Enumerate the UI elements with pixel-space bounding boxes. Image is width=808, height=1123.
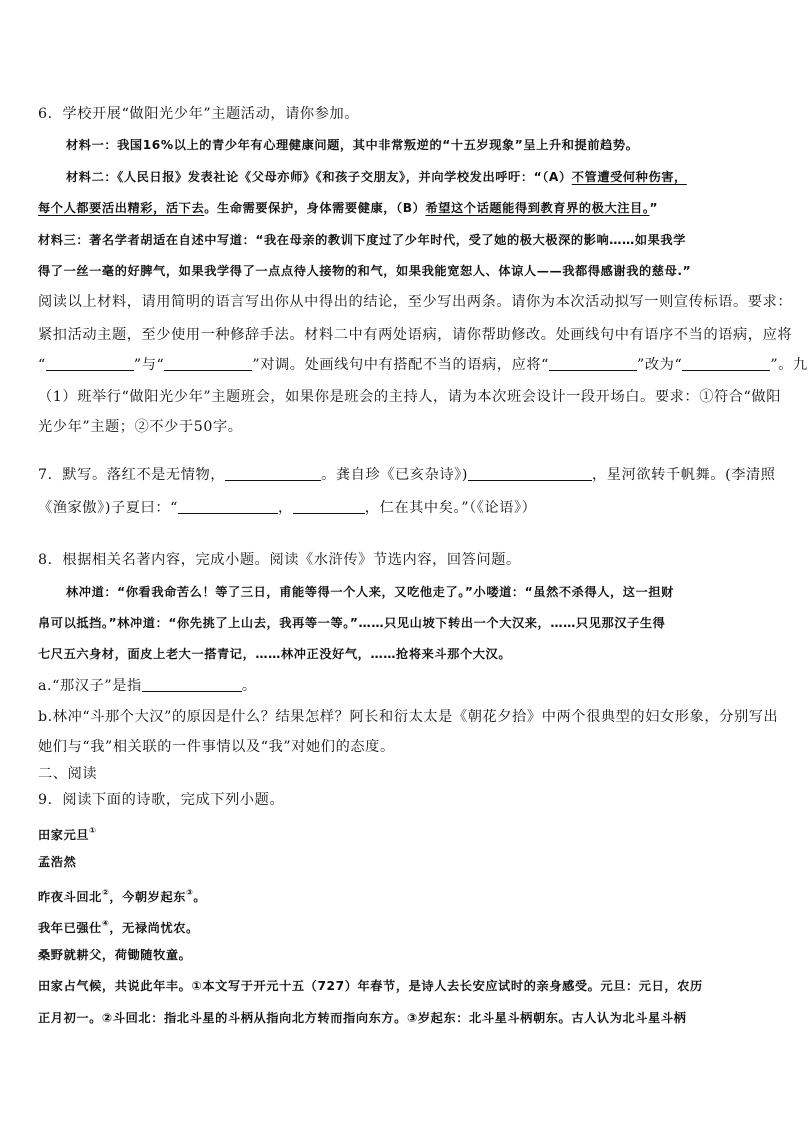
q6-material-3-line-2: 得了一丝一毫的好脾气，如果我学得了一点点待人接物的和气，如果我能宽恕人、体谅人——我都得感谢我的慈母.” — [38, 264, 692, 278]
q6-material-2-line-2 — [38, 198, 760, 218]
q8-passage-line-3: 七尺五六身材，面皮上老大一搭青记，……林冲正没好气，……抢将来斗那个大汉。 — [38, 647, 512, 661]
q7-text-c: ，星河欲转千帆舞。(李清照 — [592, 467, 776, 483]
poem-note-2: ② — [101, 888, 110, 897]
poem-title-note: ① — [89, 826, 97, 835]
poem-title-text: 田家元旦 — [38, 828, 90, 842]
q7-line-2 — [38, 498, 760, 518]
q6-material-1: 材料一：我国16%以上的青少年有心理健康问题，其中非常叛逆的“十五岁现象”呈上升和提前趋势。 — [66, 138, 639, 152]
q8-sub-a-text: a.“那汉子”是指 — [38, 678, 142, 694]
q6-text-change: ”改为“ — [637, 357, 683, 373]
poem-notes-line-2: 正月初一。②斗回北：指北斗星的斗柄从指向北方转而指向东方。③岁起东：北斗星斗柄朝东。古人认为北斗星斗柄 — [38, 1011, 687, 1025]
poem-line-2-a: 我年已强仕 — [38, 921, 102, 935]
poem-line-1-b: ，今朝岁起东 — [109, 890, 187, 904]
q6-answer-blank-3[interactable] — [549, 356, 637, 371]
q9-title: 9．阅读下面的诗歌，完成下列小题。 — [38, 792, 285, 808]
q6-answer-blank-2[interactable] — [164, 356, 252, 371]
q8-sub-b-line-1: b.林冲“斗那个大汉”的原因是什么？结果怎样？阿长和衍太太是《朝花夕拾》中两个很典型的妇女形象，分别写出 — [38, 709, 779, 725]
q6-quote-open: “ — [38, 357, 46, 373]
poem-line-2 — [38, 914, 760, 938]
poem-line-1-a: 昨夜斗回北 — [38, 890, 102, 904]
q6-answer-blank-4[interactable] — [682, 356, 770, 371]
q7-line-1 — [38, 465, 776, 485]
poem-note-3: ③ — [186, 888, 194, 897]
q6-text-end: ”。九 — [770, 357, 808, 373]
poem-line-2-b: ，无禄尚忧农。 — [109, 921, 199, 935]
q7-answer-blank-3[interactable] — [178, 499, 278, 514]
q6-underlined-sentence-b: 希望这个话题能得到教育界的极大注目。 — [425, 201, 650, 215]
q6-m2-text-a: 材料二：《人民日报》发表社论《父母亦师》《和孩子交朋友》，并向学校发出呼吁：“（A） — [66, 170, 572, 184]
q7-answer-blank-2[interactable] — [468, 466, 592, 481]
q8-sub-a-end: 。 — [241, 678, 257, 694]
poem-title — [38, 821, 760, 845]
q6-m2-quote-end: ” — [649, 201, 659, 215]
poem-author: 孟浩然 — [38, 855, 77, 869]
q6-title: 6．学校开展“做阳光少年”主题活动，请你参加。 — [38, 106, 360, 122]
q7-text-f: ，仁在其中矣。”（《论语》） — [364, 500, 537, 516]
q6-task-line-5: 光少年”主题；②不少于50字。 — [38, 419, 243, 435]
q6-material-2-line-1 — [66, 167, 760, 187]
q8-sub-b-line-2: 她们与“我”相关联的一件事情以及“我”对她们的态度。 — [38, 739, 395, 755]
poem-line-3: 桑野就耕父，荷锄随牧童。 — [38, 948, 192, 962]
poem-line-1 — [38, 883, 760, 907]
section-2-heading: 二、阅读 — [38, 766, 98, 782]
q7-text-a: 7．默写。落红不是无情物， — [38, 467, 226, 483]
q6-material-3-line-1: 材料三：著名学者胡适在自述中写道：“我在母亲的教训下度过了少年时代，受了她的极大极深的影响……如果我学 — [38, 233, 686, 247]
q7-answer-blank-4[interactable] — [293, 499, 365, 514]
q8-passage-line-2: 帛可以抵挡。”林冲道：“你先挑了上山去，我再等一等。”……只见山坡下转出一个大汉来，……只见那汉子生得 — [38, 616, 666, 630]
q6-answer-blank-1[interactable] — [46, 356, 134, 371]
q6-task-line-3 — [38, 355, 808, 375]
q8-passage-line-1: 林冲道：“你看我命苦么！等了三日，甫能等得一个人来，又吃他走了。”小喽道：“虽然不杀得人，这一担财 — [66, 585, 674, 599]
q6-text-and: ”与“ — [133, 357, 165, 373]
q7-text-e: ， — [277, 500, 293, 516]
poem-line-1-c: 。 — [193, 890, 207, 904]
q6-task-line-1: 阅读以上材料，请用简明的语言写出你从中得出的结论，至少写出两条。请你为本次活动拟写一则宣传标语。要求： — [38, 294, 793, 310]
q7-answer-blank-1[interactable] — [225, 466, 321, 481]
q6-underlined-sentence-a: 不管遭受何种伤害， — [571, 170, 687, 184]
q7-text-b: 。龚自珍《已亥杂诗》) — [321, 467, 468, 483]
q6-underlined-sentence-a-cont: 每个人都要活出精彩，活下去 — [38, 201, 205, 215]
poem-note-4: ④ — [101, 919, 110, 928]
q6-task-line-2: 紧扣活动主题，至少使用一种修辞手法。材料二中有两处语病，请你帮助修改。处画线句中有语序不当的语病，应将 — [38, 327, 793, 343]
q6-m2-text-d: 。生命需要保护，身体需要健康，（B） — [204, 201, 426, 215]
q7-text-d: 《渔家傲》)子夏曰：“ — [38, 500, 178, 516]
q8-answer-blank[interactable] — [142, 677, 242, 692]
q8-sub-a — [38, 676, 760, 696]
q6-text-swap: ”对调。处画线句中有搭配不当的语病，应将“ — [252, 357, 550, 373]
q8-title: 8．根据相关名著内容，完成小题。阅读《水浒传》节选内容，回答问题。 — [38, 552, 521, 568]
q6-task-line-4: （1）班举行“做阳光少年”主题班会，如果你是班会的主持人，请为本次班会设计一段开场白。要求：①符合“做阳 — [38, 389, 781, 405]
poem-notes-line-1: 田家占气候，共说此年丰。①本文写于开元十五（727）年春节，是诗人去长安应试时的亲身感受。元旦：元日，农历 — [38, 979, 703, 993]
